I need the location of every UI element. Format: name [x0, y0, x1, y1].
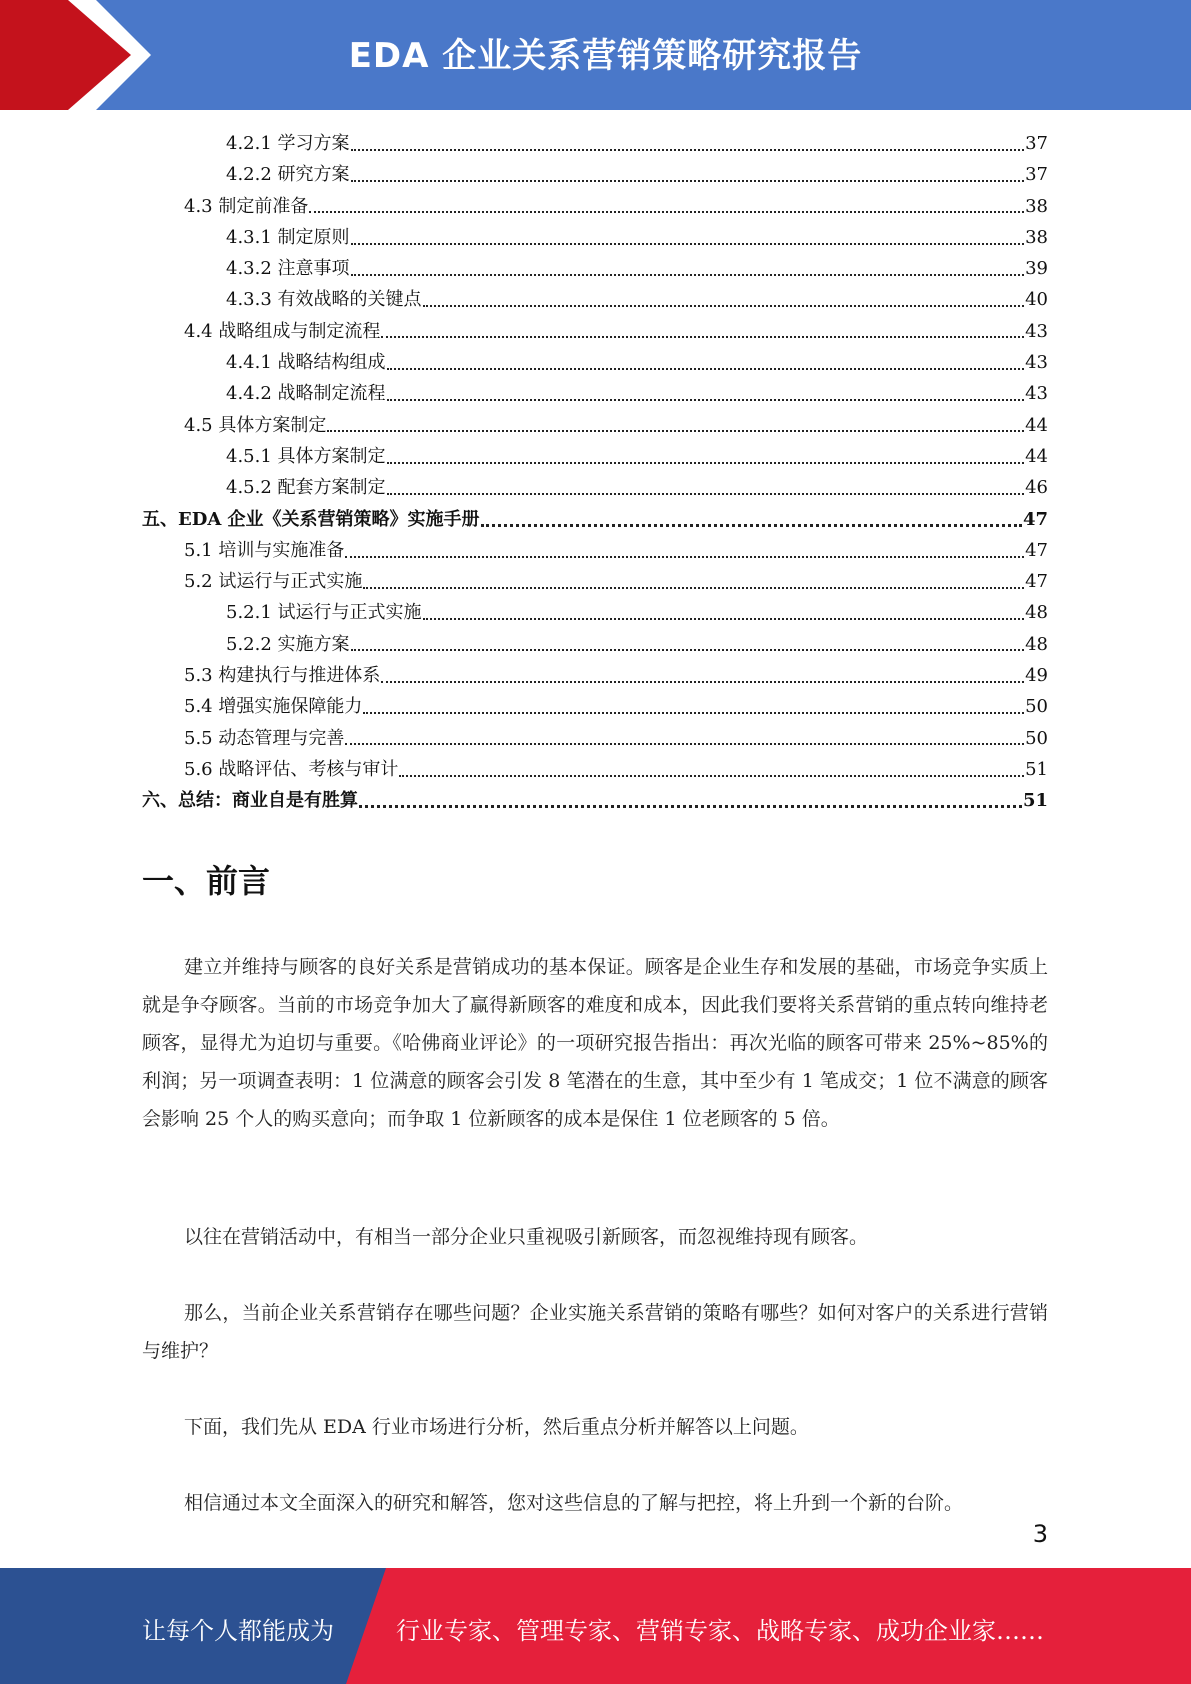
toc-entry-title: 5.3 构建执行与推进体系	[184, 665, 381, 687]
toc-dot-leader	[327, 430, 1024, 432]
toc-entry-title: 5.6 战略评估、考核与审计	[184, 758, 399, 780]
toc-entry-page: 48	[1025, 633, 1048, 655]
toc-entry-title: 5.1 培训与实施准备	[184, 539, 345, 561]
section-title: 一、前言	[142, 862, 271, 900]
toc-entry[interactable]	[142, 441, 1048, 472]
toc-entry-title: 4.5.2 配套方案制定	[226, 477, 386, 499]
toc-entry-title: 5.2.1 试运行与正式实施	[226, 602, 422, 624]
toc-entry-title: 5.2.2 实施方案	[226, 633, 350, 655]
toc-entry-page: 51	[1025, 758, 1048, 780]
toc-dot-leader	[423, 305, 1025, 307]
toc-entry-page: 38	[1025, 195, 1048, 217]
toc-dot-leader	[423, 618, 1025, 620]
toc-entry-title: 5.5 动态管理与完善	[184, 727, 345, 749]
toc-entry[interactable]	[142, 597, 1048, 628]
toc-entry-title: 六、总结：商业自是有胜算	[142, 790, 358, 812]
toc-dot-leader	[351, 243, 1025, 245]
toc-entry[interactable]	[142, 410, 1048, 441]
toc-entry-page: 50	[1025, 696, 1048, 718]
footer-slogan-left: 让每个人都能成为	[142, 1617, 334, 1645]
toc-entry-page: 47	[1025, 571, 1048, 593]
toc-entry[interactable]	[142, 472, 1048, 503]
toc-entry-page: 47	[1025, 539, 1048, 561]
toc-entry-page: 39	[1025, 258, 1048, 280]
toc-entry[interactable]	[142, 316, 1048, 347]
toc-entry-title: 4.3 制定前准备	[184, 195, 309, 217]
toc-entry-title: 4.3.1 制定原则	[226, 226, 350, 248]
toc-entry-page: 43	[1025, 320, 1048, 342]
toc-entry-page: 44	[1025, 414, 1048, 436]
toc-entry[interactable]	[142, 691, 1048, 722]
toc-entry[interactable]	[142, 535, 1048, 566]
toc-dot-leader	[399, 775, 1024, 777]
toc-entry[interactable]	[142, 660, 1048, 691]
toc-dot-leader	[359, 805, 1022, 808]
toc-dot-leader	[363, 712, 1024, 714]
toc-entry-title: 4.2.1 学习方案	[226, 133, 350, 154]
toc-entry[interactable]	[142, 504, 1048, 535]
toc-entry[interactable]	[142, 629, 1048, 660]
page-header	[0, 0, 1191, 110]
toc-entry-title: 五、EDA 企业《关系营销策略》实施手册	[142, 508, 480, 530]
paragraph-1: 建立并维持与顾客的良好关系是营销成功的基本保证。顾客是企业生存和发展的基础，市场竞争实质上就是争夺顾客。当前的市场竞争加大了赢得新顾客的难度和成本，因此我们要将关系营销的重点转向维持老顾客，显得尤为迫切与重要。《哈佛商业评论》的一项研究报告指出：再次光临的顾客可带来 25%~85%的利润；另一项调查表明：1 位满意的顾客会引发 8 笔潜在的生意，其中至少有 1 笔成交；1 位不满意的顾客会影响 25 个人的购买意向；而争取 1 位新顾客的成本是保住 1 位老顾客的 5 倍。	[142, 956, 1048, 1130]
toc-dot-leader	[387, 493, 1025, 495]
table-of-contents	[142, 128, 1048, 817]
toc-entry-title: 5.2 试运行与正式实施	[184, 571, 363, 593]
toc-entry-page: 40	[1025, 289, 1048, 311]
toc-entry-page: 38	[1025, 226, 1048, 248]
toc-entry-page: 51	[1022, 790, 1048, 812]
toc-entry-title: 4.5.1 具体方案制定	[226, 445, 386, 467]
report-title: EDA 企业关系营销策略研究报告	[348, 36, 863, 76]
toc-dot-leader	[351, 274, 1025, 276]
paragraph-3: 那么，当前企业关系营销存在哪些问题？企业实施关系营销的策略有哪些？如何对客户的关系进行营销与维护？	[142, 1302, 1048, 1362]
paragraph-2: 以往在营销活动中，有相当一部分企业只重视吸引新顾客，而忽视维持现有顾客。	[184, 1226, 869, 1248]
toc-entry-page: 46	[1025, 477, 1048, 499]
toc-entry[interactable]	[142, 566, 1048, 597]
toc-entry-title: 4.5 具体方案制定	[184, 414, 327, 436]
toc-dot-leader	[363, 587, 1024, 589]
toc-entry[interactable]	[142, 754, 1048, 785]
toc-entry-title: 4.4.2 战略制定流程	[226, 383, 386, 405]
toc-entry-page: 47	[1022, 508, 1048, 530]
toc-entry-title: 4.3.2 注意事项	[226, 258, 350, 280]
toc-entry-page: 50	[1025, 727, 1048, 749]
toc-entry-title: 4.4 战略组成与制定流程	[184, 320, 381, 342]
toc-entry[interactable]	[142, 159, 1048, 190]
toc-entry[interactable]	[142, 253, 1048, 284]
toc-entry[interactable]	[142, 378, 1048, 409]
toc-dot-leader	[351, 649, 1025, 651]
toc-entry[interactable]	[142, 222, 1048, 253]
toc-entry-page: 37	[1025, 164, 1048, 186]
toc-entry[interactable]	[142, 128, 1048, 159]
toc-entry[interactable]	[142, 191, 1048, 222]
toc-entry-page: 44	[1025, 445, 1048, 467]
toc-entry[interactable]	[142, 723, 1048, 754]
toc-entry-title: 4.3.3 有效战略的关键点	[226, 289, 422, 311]
toc-dot-leader	[387, 399, 1025, 401]
toc-entry[interactable]	[142, 284, 1048, 315]
paragraph-4: 下面，我们先从 EDA 行业市场进行分析，然后重点分析并解答以上问题。	[184, 1416, 809, 1438]
toc-dot-leader	[351, 149, 1025, 151]
toc-dot-leader	[381, 336, 1024, 338]
toc-entry-page: 48	[1025, 602, 1048, 624]
toc-dot-leader	[345, 556, 1024, 558]
page-number: 3	[1032, 1520, 1048, 1548]
toc-entry-page: 49	[1025, 665, 1048, 687]
toc-entry[interactable]	[142, 785, 1048, 816]
toc-entry-title: 4.2.2 研究方案	[226, 164, 350, 186]
toc-dot-leader	[309, 211, 1024, 213]
toc-entry-page: 37	[1025, 133, 1048, 154]
footer-slogan-right: 行业专家、管理专家、营销专家、战略专家、成功企业家……	[396, 1617, 1044, 1645]
toc-dot-leader	[387, 462, 1025, 464]
toc-entry-title: 4.4.1 战略结构组成	[226, 352, 386, 374]
toc-dot-leader	[381, 681, 1024, 683]
toc-entry-page: 43	[1025, 352, 1048, 374]
toc-entry-title: 5.4 增强实施保障能力	[184, 696, 363, 718]
toc-dot-leader	[345, 743, 1024, 745]
toc-entry-page: 43	[1025, 383, 1048, 405]
toc-dot-leader	[351, 180, 1025, 182]
toc-dot-leader	[481, 524, 1022, 527]
toc-dot-leader	[387, 368, 1025, 370]
paragraph-5: 相信通过本文全面深入的研究和解答，您对这些信息的了解与把控，将上升到一个新的台阶。	[184, 1492, 964, 1514]
page-footer	[0, 1568, 1191, 1684]
toc-entry[interactable]	[142, 347, 1048, 378]
